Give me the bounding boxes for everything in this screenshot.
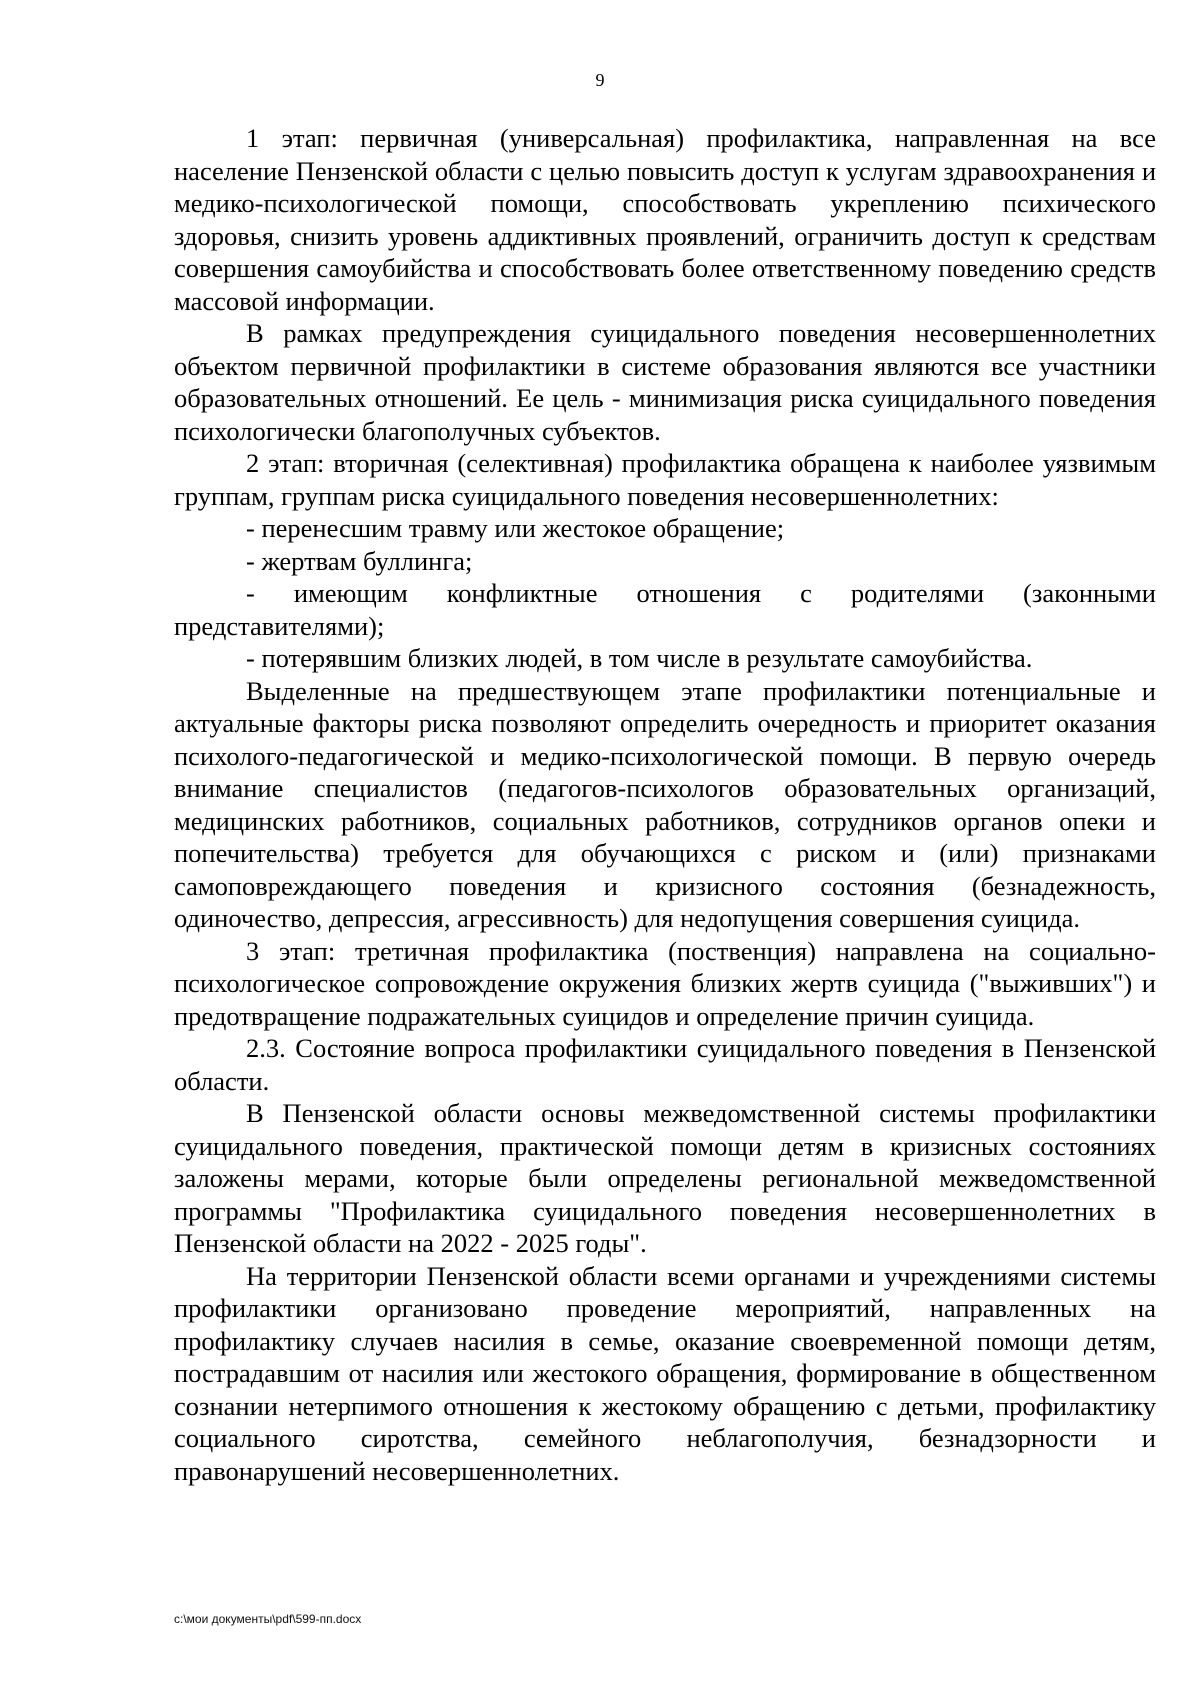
footer-file-path: c:\мои документы\pdf\599-пп.docx [174,1612,362,1626]
paragraph-regional-program: В Пензенской области основы межведомственной системы профилактики суицидального поведения, практической помощи детям в кризисных состояниях заложены мерами, которые были определены региональной межведомственной программы "Профилактика суицидального поведения несовершеннолетних в Пензенской области на 2022 - 2025 годы". [174,1098,1156,1258]
list-item-trauma: - перенесшим травму или жестокое обращение; [246,513,785,543]
list-item-bereavement: - потерявшим близких людей, в том числе в результате самоубийства. [246,643,1033,673]
paragraph-stage-2: 2 этап: вторичная (селективная) профилактика обращена к наиболее уязвимым группам, группам риска суицидального поведения несовершеннолетних: [174,448,1156,511]
page-number: 9 [595,70,605,90]
list-item-parent-conflict: - имеющим конфликтные отношения с родителями (законными представителями); [174,578,1156,641]
paragraph-stage-3: 3 этап: третичная профилактика (поственция) направлена на социально-психологическое сопровождение окружения близких жертв суицида ("выживших") и предотвращение подражательных суицидов и определение причин суицида. [174,935,1156,1031]
paragraph-prevention-measures: На территории Пензенской области всеми органами и учреждениями системы профилактики организовано проведение мероприятий, направленных на профилактику случаев насилия в семье, оказание своевременной помощи детям, пострадавшим от насилия или жестокого обращения, формирование в общественном сознании нетерпимого отношения к жестокому обращению с детьми, профилактику социального сиротства, семейного неблагополучия, безнадзорности и правонарушений несовершеннолетних. [174,1260,1156,1486]
paragraph-prevention-framework: В рамках предупреждения суицидального поведения несовершеннолетних объектом первичной профилактики в системе образования являются все участники образовательных отношений. Ее цель - минимизация риска суицидального поведения психологически благополучных субъектов. [174,318,1156,446]
paragraph-risk-factors: Выделенные на предшествующем этапе профилактики потенциальные и актуальные факторы риска позволяют определить очередность и приоритет оказания психолого-педагогической и медико-психологической помощи. В первую очередь внимание специалистов (педагогов-психологов образовательных организаций, медицинских работников, социальных работников, сотрудников органов опеки и попечительства) требуется для обучающихся с риском и (или) признаками самоповреждающего поведения и кризисного состояния (безнадежность, одиночество, депрессия, агрессивность) для недопущения совершения суицида. [174,675,1156,933]
list-item-bullying: - жертвам буллинга; [246,545,473,576]
paragraph-stage-1: 1 этап: первичная (универсальная) профилактика, направленная на все население Пензенской области с целью повысить доступ к услугам здравоохранения и медико-психологической помощи, способствовать укреплению психического здоровья, снизить уровень аддиктивных проявлений, ограничить доступ к средствам совершения самоубийства и способствовать более ответственному поведению средств массовой информации. [174,123,1156,316]
section-heading-2-3: 2.3. Состояние вопроса профилактики суицидального поведения в Пензенской области. [174,1033,1156,1096]
document-body [174,122,1156,1487]
